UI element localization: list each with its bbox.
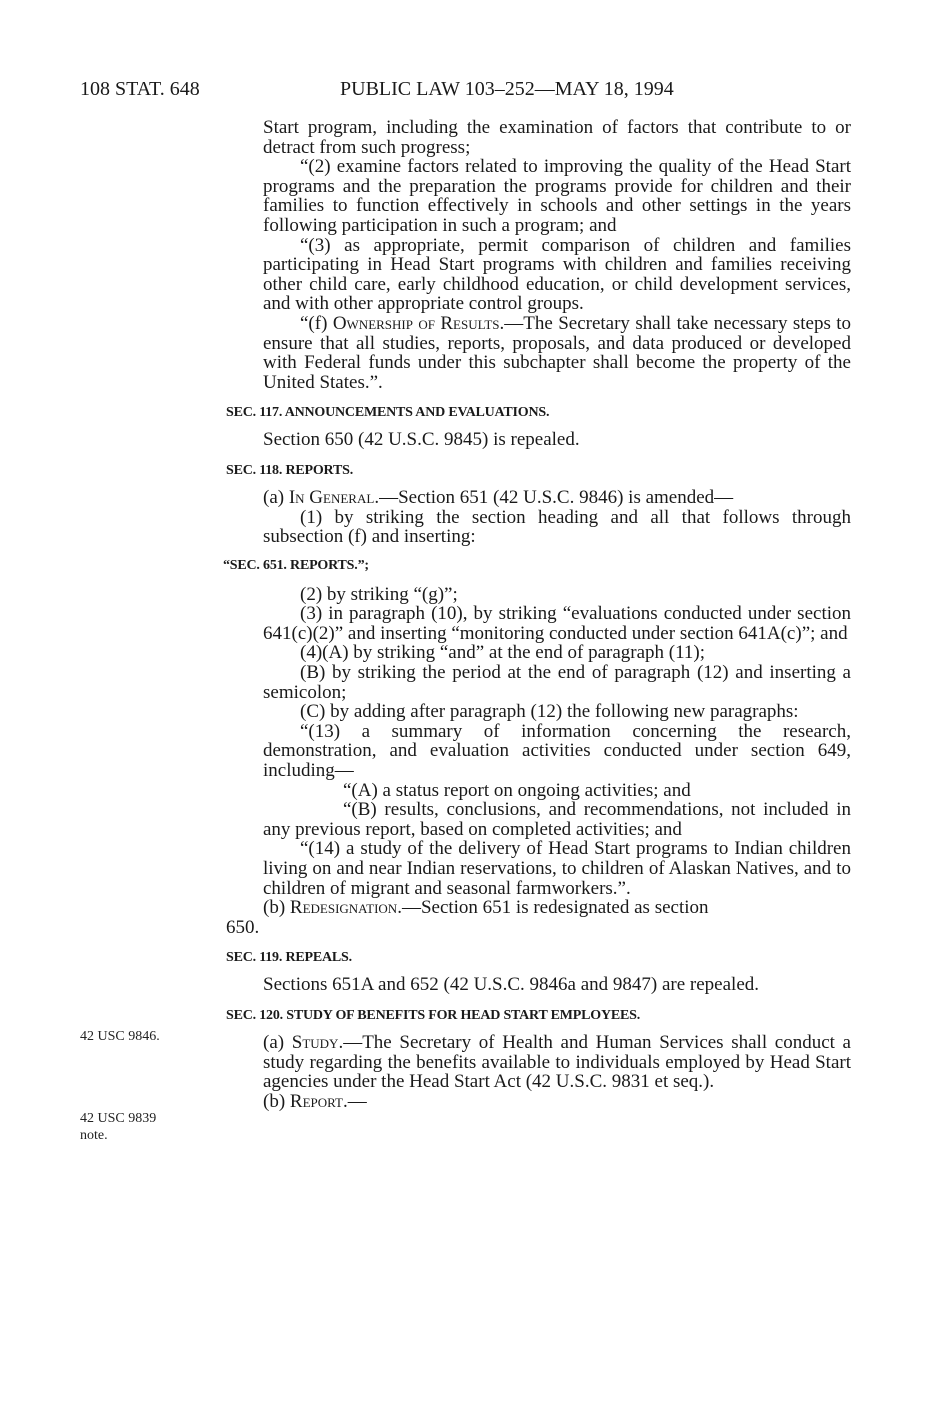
margin-note-9839-line1: 42 USC 9839: [80, 1111, 157, 1126]
section-120-a: [263, 1033, 851, 1092]
section-117-heading: SEC. 117. ANNOUNCEMENTS AND EVALUATIONS.: [226, 405, 550, 421]
section-118-a-lead: (a): [263, 486, 289, 508]
section-120-heading: SEC. 120. STUDY OF BENEFITS FOR HEAD START EMPLOYEES.: [226, 1007, 641, 1023]
paragraph-3: “(3) as appropriate, permit comparison of children and families participating in Head Start programs with children and families receiving other child care, early childhood education, or child development services, and with other appropriate control groups.: [263, 234, 851, 315]
quoted-paragraph-13b: “(B) results, conclusions, and recommendations, not included in any previous report, based on completed activities; and: [263, 799, 851, 840]
quoted-paragraph-13a: “(A) a status report on ongoing activities; and: [343, 779, 691, 801]
section-118-heading: SEC. 118. REPORTS.: [226, 462, 353, 478]
section-117-text: Section 650 (42 U.S.C. 9845) is repealed.: [263, 429, 580, 451]
section-118-item-1: (1) by striking the section heading and all that follows through subsection (f) and inserting:: [263, 506, 851, 548]
paragraph-continuation: Start program, including the examination of factors that contribute to or detract from such progress;: [263, 117, 851, 158]
section-118-item-4c: (C) by adding after paragraph (12) the following new paragraphs:: [300, 701, 799, 723]
section-120-a-text: .—The Secretary of Health and Human Services shall conduct a study regarding the benefits available to individuals employed by Head Start agencies under the Head Start Act (42 U.S.C. 9831 et seq.).: [263, 1031, 851, 1093]
section-120-a-lead: (a): [263, 1031, 292, 1053]
public-law-title: PUBLIC LAW 103–252—MAY 18, 1994: [340, 78, 674, 100]
section-118-b-lead: (b): [263, 897, 290, 919]
section-118-a-caption: In General: [288, 486, 375, 508]
section-118-b-caption: Redesignation: [289, 897, 398, 919]
subsection-f-lead: “(f): [300, 312, 333, 334]
section-119-heading: SEC. 119. REPEALS.: [226, 950, 352, 966]
section-120-b: [263, 1092, 851, 1112]
margin-note-9839-line2: note.: [80, 1128, 108, 1143]
section-120-a-caption: Study: [291, 1031, 339, 1053]
section-118-item-4b: (B) by striking the period at the end of paragraph (12) and inserting a semicolon;: [263, 662, 851, 703]
section-120-b-caption: Report: [289, 1090, 343, 1112]
quoted-paragraph-14: “(14) a study of the delivery of Head Start programs to Indian children living on and near Indian reservations, to children of Alaskan Natives, and to children of migrant and seasonal farmworkers.”.: [263, 838, 851, 899]
section-118-item-3: (3) in paragraph (10), by striking “evaluations conducted under section 641(c)(2)” and inserting “monitoring conducted under section 641A(c)”; and: [263, 603, 851, 644]
section-118-b-text: .—Section 651 is redesignated as section: [397, 897, 709, 919]
subsection-f-text: .—The Secretary shall take necessary steps to ensure that all studies, reports, proposals, and data produced or developed with Federal funds under this subchapter shall become the property of the United States.”.: [263, 312, 852, 393]
section-118-item-2: (2) by striking “(g)”;: [300, 583, 458, 605]
section-120-b-text: .—: [342, 1090, 367, 1112]
body-text: [223, 117, 852, 1112]
quoted-paragraph-13: “(13) a summary of information concerning the research, demonstration, and evaluation activities conducted under section 649, including—: [263, 720, 851, 782]
section-120-b-lead: (b): [263, 1090, 290, 1112]
subsection-f-caption: Ownership of Results: [332, 312, 500, 334]
section-119-text: Sections 651A and 652 (42 U.S.C. 9846a and 9847) are repealed.: [263, 974, 760, 996]
section-118-item-4a: (4)(A) by striking “and” at the end of paragraph (11);: [300, 642, 706, 664]
statute-page-number: 108 STAT. 648: [80, 78, 200, 100]
margin-note-9846: 42 USC 9846.: [80, 1029, 160, 1044]
section-118-b: [263, 898, 851, 918]
section-118-a-text: .—Section 651 (42 U.S.C. 9846) is amended—: [374, 486, 734, 508]
section-118-b-tail: 650.: [226, 916, 260, 938]
page-header: [80, 74, 860, 104]
subsection-f: [263, 314, 851, 392]
margin-note-9839: [80, 1110, 156, 1144]
section-118-a: [263, 488, 851, 508]
paragraph-2: “(2) examine factors related to improving the quality of the Head Start programs and the preparation the programs provide for children and their families to function effectively in schools and other settings in the years following participation in such a program; and: [263, 156, 851, 236]
section-651-heading: “SEC. 651. REPORTS.”;: [223, 557, 369, 573]
